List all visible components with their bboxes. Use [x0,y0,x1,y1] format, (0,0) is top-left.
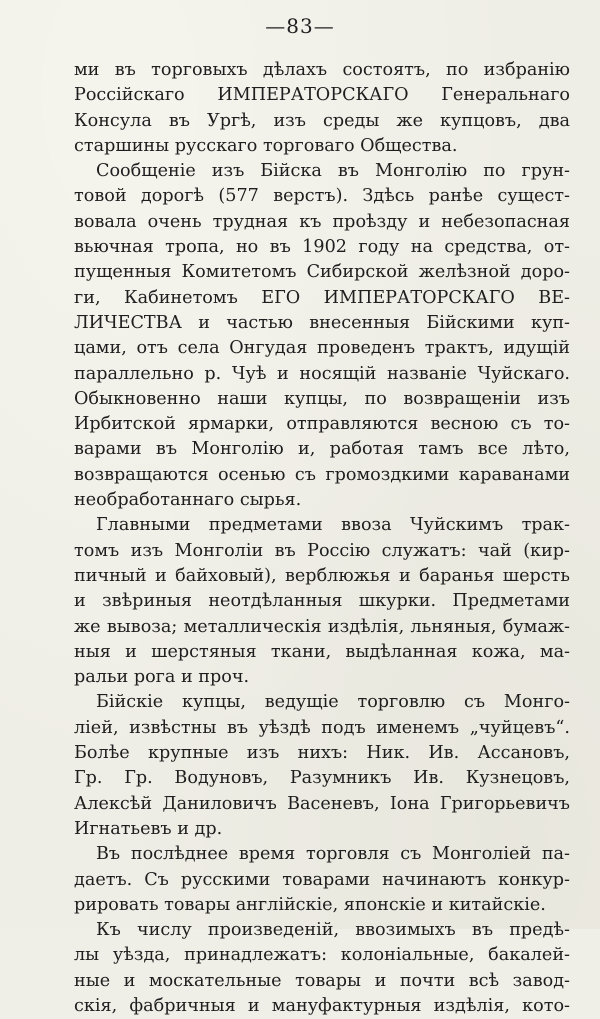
text-line: Гр. Гр. Водуновъ, Разумникъ Ив. Кузнецовъ, [74,768,570,789]
text-line: даетъ. Съ русскими товарами начинаютъ конкур- [74,869,570,890]
text-line: вьючная тропа, но въ 1902 году на средства, от- [74,237,570,258]
text-line: ральи рога и проч. [74,667,250,688]
text-line: старшины русскаго торговаго Общества. [74,135,458,156]
page-number: —83— [265,14,335,38]
body-text [74,58,570,1019]
text-line: ные и москательные товары и почти всѣ завод- [74,970,570,991]
text-line: необработаннаго сырья. [74,490,302,511]
text-line: ліей, извѣстны въ уѣздѣ подъ именемъ „чуйцевъ“. [74,717,570,738]
text-line: ги, Кабинетомъ ЕГО ИМПЕРАТОРСКАГО ВЕ- [74,287,570,308]
text-line: пущенныя Комитетомъ Сибирской желѣзной доро- [74,262,570,283]
text-line: параллельно р. Чуѣ и носящій названіе Чуйскаго. [74,363,570,384]
text-line: лы уѣзда, принадлежатъ: колоніальные, бакалей- [74,945,570,966]
text-line: Консула въ Ургѣ, изъ среды же купцовъ, два [74,110,570,131]
text-line: товой дорогѣ (577 верстъ). Здѣсь ранѣе сущест- [74,186,570,207]
text-line: Въ послѣднее время торговля съ Монголіей па- [96,844,570,865]
text-line: Главными предметами ввоза Чуйскимъ трак- [96,515,570,536]
text-line: же вывоза; металлическія издѣлія, льняныя, бумаж- [74,616,570,637]
text-line: рировать товары англійскіе, японскіе и китайскіе. [74,894,546,915]
text-line: Обыкновенно наши купцы, по возвращеніи изъ [74,388,570,409]
text-line: ныя и шерстяныя ткани, выдѣланная кожа, ма- [74,641,570,662]
text-line: Болѣе крупные изъ нихъ: Ник. Ив. Ассановъ, [74,743,570,764]
text-line: Бійскіе купцы, ведущіе торговлю съ Монго- [96,692,570,713]
text-line: Ирбитской ярмарки, отправляются весною съ то- [74,414,570,435]
text-line: ми въ торговыхъ дѣлахъ состоятъ, по избранію [74,60,570,80]
text-line: Алексѣй Даниловичъ Васеневъ, Іона Григорьевичъ [74,793,570,814]
text-line: Сообщеніе изъ Бійска въ Монголію по грун- [96,161,570,182]
text-line: томъ изъ Монголіи въ Россію служатъ: чай (кир- [74,540,570,561]
text-line: возвращаются осенью съ громоздкими караванами [74,464,570,485]
text-line: вовала очень трудная къ проѣзду и небезопасная [74,211,570,232]
text-line: цами, отъ села Онгудая проведенъ трактъ, идущій [74,338,570,359]
text-line: и звѣриныя неотдѣланныя шкурки. Предметами [74,591,570,612]
text-line: Къ числу произведеній, ввозимыхъ въ предѣ- [96,920,570,941]
text-line: ЛИЧЕСТВА и частью внесенныя Бійскими куп- [74,312,570,333]
text-line: скія, фабричныя и мануфактурныя издѣлія, кото- [74,995,570,1016]
text-line: Россійскаго ИМПЕРАТОРСКАГО Генеральнаго [74,85,570,106]
text-line: варами въ Монголію и, работая тамъ все лѣто, [74,439,570,460]
text-line: пичный и байховый), верблюжья и баранья шерсть [74,565,570,586]
text-line: Игнатьевъ и др. [74,818,223,839]
